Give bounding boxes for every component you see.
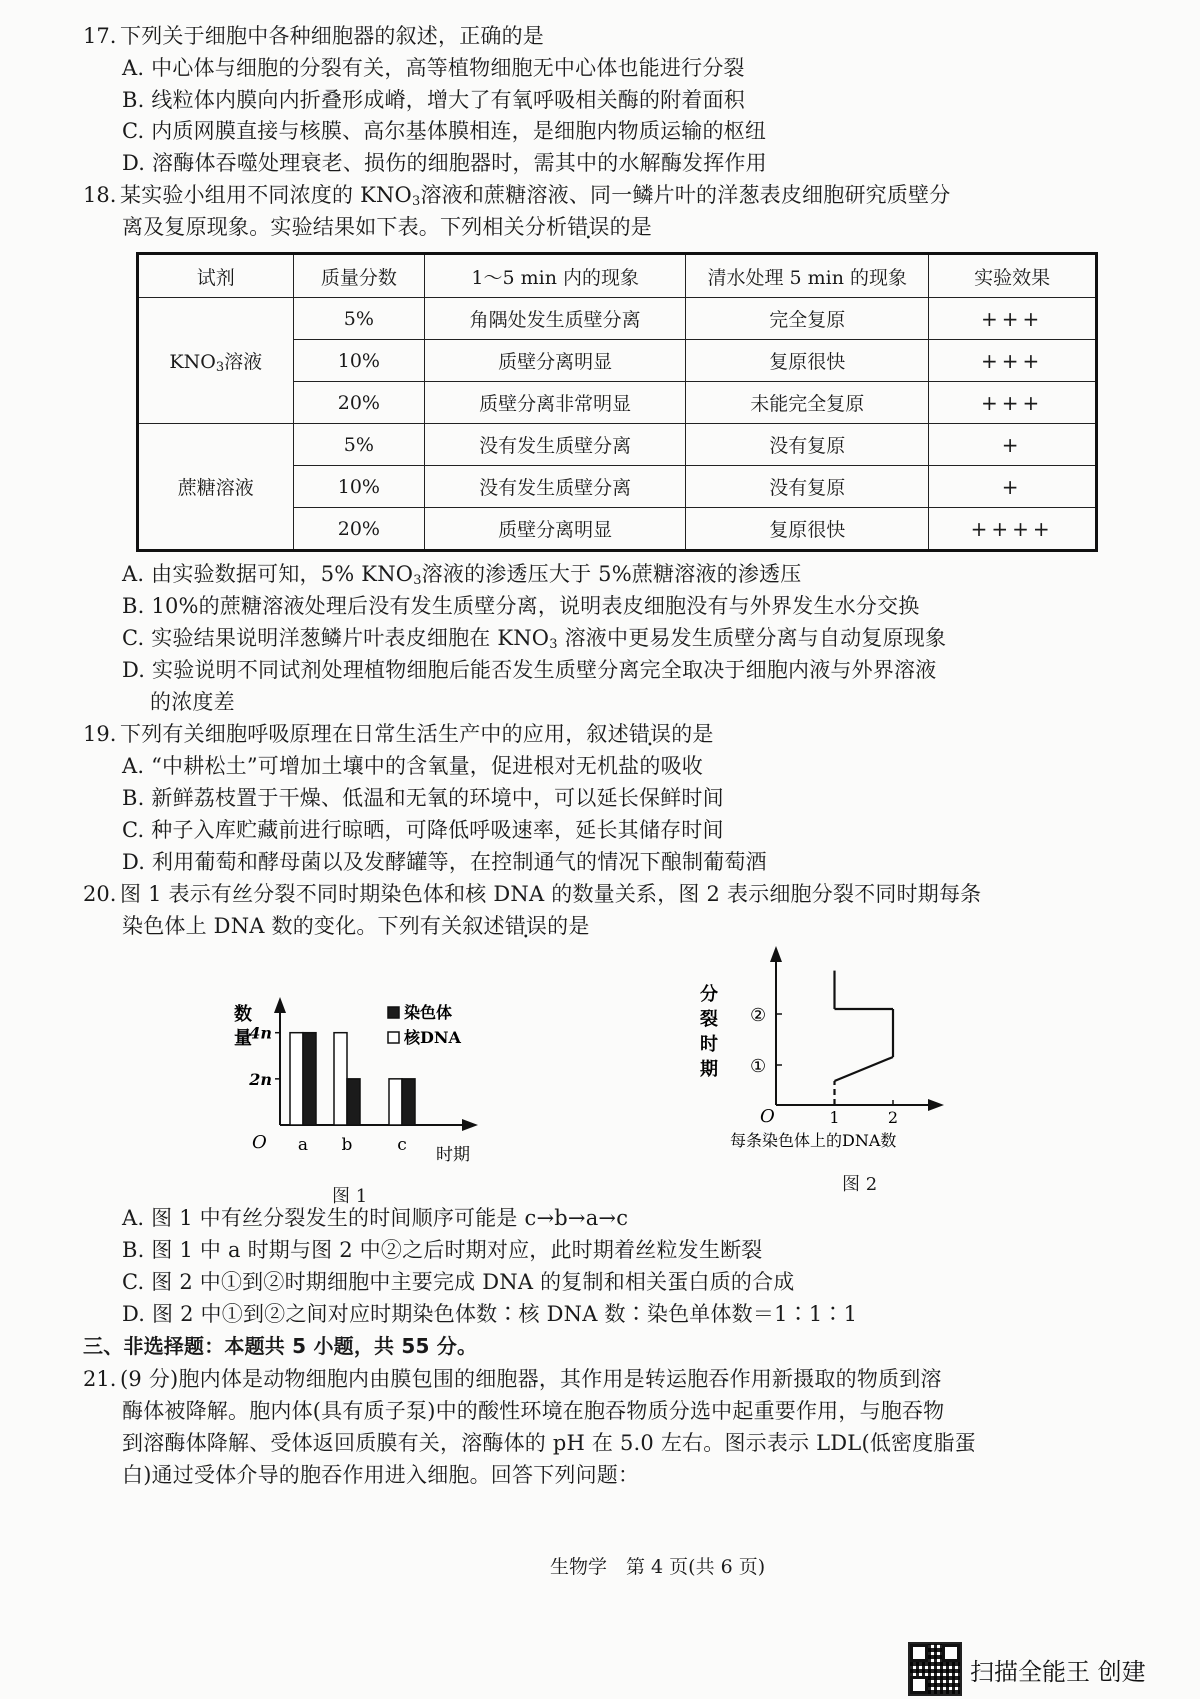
q21-line-4: 白)通过受体介导的胞吞作用进入细胞。回答下列问题： xyxy=(122,1463,640,1487)
question-18-stem-line1 xyxy=(120,181,950,209)
emphasis-text: 错误 xyxy=(504,914,548,938)
question-17-number: 17. xyxy=(83,24,117,48)
table-cell: + xyxy=(929,424,1097,466)
table-cell: 复原很快 xyxy=(686,340,929,382)
reagent-cell-kno3 xyxy=(138,298,294,424)
reagent-text: KNO xyxy=(169,351,216,373)
stem-text: 某实验小组用不同浓度的 KNO xyxy=(120,183,412,207)
x-tick-label: 2 xyxy=(887,1108,899,1127)
bar-a-nuclear-dna xyxy=(290,1033,303,1125)
line-segment xyxy=(835,1057,894,1081)
table-cell: 10% xyxy=(293,340,425,382)
question-19-stem xyxy=(120,720,714,748)
q18-option-c xyxy=(122,624,946,652)
table-cell: 复原很快 xyxy=(686,508,929,551)
table-cell: 没有发生质壁分离 xyxy=(425,466,686,508)
reagent-text: 溶液 xyxy=(224,351,263,373)
section-3-heading: 三、非选择题：本题共 5 小题，共 55 分。 xyxy=(83,1334,478,1358)
q19-option-a: A. “中耕松土”可增加土壤中的含氧量，促进根对无机盐的吸收 xyxy=(122,754,703,778)
stem-text: 的是 xyxy=(671,722,714,746)
figure-1-bar-chart xyxy=(230,990,520,1210)
table-cell: 20% xyxy=(293,508,425,551)
bar-b-nuclear-dna xyxy=(334,1033,347,1125)
table-cell: 完全复原 xyxy=(686,298,929,340)
x-axis-label: 时期 xyxy=(436,1145,470,1165)
reagent-text: 蔗糖溶液 xyxy=(177,477,254,499)
table-cell: 质壁分离非常明显 xyxy=(425,382,686,424)
table-cell: 质壁分离明显 xyxy=(425,508,686,551)
table-row xyxy=(138,298,1097,340)
table-cell: 没有复原 xyxy=(686,424,929,466)
scanner-watermark xyxy=(908,1642,1146,1696)
x-tick-label: a xyxy=(297,1135,309,1155)
table-cell: 没有发生质壁分离 xyxy=(425,424,686,466)
x-tick-label: 1 xyxy=(829,1108,840,1127)
option-text: A. 由实验数据可知，5% KNO xyxy=(122,562,414,586)
table-cell: 10% xyxy=(293,466,425,508)
x-axis-label: 每条染色体上的DNA数 xyxy=(730,1131,897,1150)
y-axis-label-char: 期 xyxy=(700,1059,718,1080)
y-axis-label-char: 数 xyxy=(234,1004,252,1025)
table-cell: + xyxy=(929,466,1097,508)
stem-text: 的是 xyxy=(547,914,590,938)
stem-text: 染色体上 DNA 数的变化。下列有关叙述 xyxy=(122,914,505,938)
y-axis-label xyxy=(700,983,718,1080)
table-cell: 5% xyxy=(293,424,425,466)
q17-option-c: C. 内质网膜直接与核膜、高尔基体膜相连，是细胞内物质运输的枢纽 xyxy=(122,119,767,143)
reagent-cell-sucrose xyxy=(138,424,294,551)
subscript: 3 xyxy=(215,360,225,375)
question-20-stem-line2 xyxy=(122,912,590,940)
experiment-table xyxy=(136,252,1098,552)
legend-label: 染色体 xyxy=(404,1003,453,1022)
qr-code-icon xyxy=(908,1642,962,1696)
table-cell: ++++ xyxy=(929,508,1097,551)
table-cell: +++ xyxy=(929,382,1097,424)
table-cell: 角隅处发生质壁分离 xyxy=(425,298,686,340)
q18-option-b: B. 10%的蔗糖溶液处理后没有发生质壁分离，说明表皮细胞没有与外界发生水分交换 xyxy=(122,594,920,618)
legend-swatch xyxy=(388,1007,399,1018)
q19-option-b: B. 新鲜荔枝置于干燥、低温和无氧的环境中，可以延长保鲜时间 xyxy=(122,786,724,810)
figure-2-line-chart xyxy=(700,940,1000,1170)
q21-line-3: 到溶酶体降解、受体返回质膜有关，溶酶体的 pH 在 5.0 左右。图示表示 LDL(低密度脂蛋 xyxy=(122,1431,976,1455)
option-text: 溶液中更易发生质壁分离与自动复原现象 xyxy=(557,626,947,650)
q21-line-1: (9 分)胞内体是动物细胞内由膜包围的细胞器，其作用是转运胞吞作用新摄取的物质到溶 xyxy=(120,1367,942,1391)
q17-option-b: B. 线粒体内膜向内折叠形成嵴，增大了有氧呼吸相关酶的附着面积 xyxy=(122,88,745,112)
stem-text: 离及复原现象。实验结果如下表。下列相关分析 xyxy=(122,215,568,239)
question-20-number: 20. xyxy=(83,882,117,906)
q17-option-d: D. 溶酶体吞噬处理衰老、损伤的细胞器时，需其中的水解酶发挥作用 xyxy=(122,151,767,175)
table-header-row xyxy=(138,254,1097,298)
page-footer: 生物学 第 4 页(共 6 页) xyxy=(550,1556,766,1578)
emphasis-text: 错误 xyxy=(628,722,672,746)
q20-option-a: A. 图 1 中有丝分裂发生的时间顺序可能是 c→b→a→c xyxy=(122,1206,629,1230)
y-axis-label-char: 量 xyxy=(234,1028,252,1049)
table-cell: 5% xyxy=(293,298,425,340)
question-21-number: 21. xyxy=(83,1367,117,1391)
option-text: 溶液的渗透压大于 5%蔗糖溶液的渗透压 xyxy=(421,562,802,586)
q17-option-a: A. 中心体与细胞的分裂有关，高等植物细胞无中心体也能进行分裂 xyxy=(122,56,745,80)
legend-label: 核DNA xyxy=(404,1028,461,1047)
header-mass-fraction: 质量分数 xyxy=(293,254,425,298)
subscript: 3 xyxy=(411,194,421,209)
table-cell: 没有复原 xyxy=(686,466,929,508)
header-effect: 实验效果 xyxy=(929,254,1097,298)
question-19-number: 19. xyxy=(83,722,117,746)
x-tick-label: b xyxy=(341,1135,353,1155)
q20-option-b: B. 图 1 中 a 时期与图 2 中②之后时期对应，此时期着丝粒发生断裂 xyxy=(122,1238,763,1262)
subscript: 3 xyxy=(549,637,558,652)
x-tick-label: c xyxy=(397,1135,407,1155)
stem-text: 的是 xyxy=(609,215,653,239)
table-cell: 未能完全复原 xyxy=(686,382,929,424)
header-phenomenon-1-5min: 1～5 min 内的现象 xyxy=(425,254,686,298)
y-axis-label-char: 分 xyxy=(700,984,718,1005)
y-tick-label: 2n xyxy=(249,1069,272,1089)
y-axis-label-char: 时 xyxy=(700,1034,718,1055)
q20-option-d: D. 图 2 中①到②之间对应时期染色体数∶核 DNA 数∶染色单体数＝1∶1∶1 xyxy=(122,1302,858,1326)
table-cell: +++ xyxy=(929,298,1097,340)
legend xyxy=(388,1003,462,1047)
q18-option-d-line2: 的浓度差 xyxy=(150,690,235,714)
table-cell: 质壁分离明显 xyxy=(425,340,686,382)
header-water-5min: 清水处理 5 min 的现象 xyxy=(686,254,929,298)
legend-swatch xyxy=(388,1032,399,1043)
y-tick-label: 4n xyxy=(249,1023,272,1043)
question-18-number: 18. xyxy=(83,183,117,207)
table-cell: 20% xyxy=(293,382,425,424)
q19-option-c: C. 种子入库贮藏前进行晾晒，可降低呼吸速率，延长其储存时间 xyxy=(122,818,724,842)
watermark-text: 扫描全能王 创建 xyxy=(970,1657,1146,1686)
y-axis-label-char: 裂 xyxy=(700,1009,718,1030)
figure-1-caption: 图 1 xyxy=(332,1186,368,1207)
header-reagent: 试剂 xyxy=(138,254,294,298)
emphasis-text: 错误 xyxy=(567,215,610,239)
q18-option-a xyxy=(122,560,801,588)
bar-c-nuclear-dna xyxy=(389,1079,402,1125)
bar-c-chromosome xyxy=(402,1079,415,1125)
question-17-stem: 下列关于细胞中各种细胞器的叙述，正确的是 xyxy=(120,24,544,48)
bar-b-chromosome xyxy=(347,1079,360,1125)
q20-option-c: C. 图 2 中①到②时期细胞中主要完成 DNA 的复制和相关蛋白质的合成 xyxy=(122,1270,795,1294)
q21-line-2: 酶体被降解。胞内体(具有质子泵)中的酸性环境在胞吞物质分选中起重要作用，与胞吞物 xyxy=(122,1399,945,1423)
origin-label: O xyxy=(760,1106,775,1127)
question-20-stem-line1: 图 1 表示有丝分裂不同时期染色体和核 DNA 的数量关系，图 2 表示细胞分裂不同时期每条 xyxy=(120,882,982,906)
stem-text: 溶液和蔗糖溶液、同一鳞片叶的洋葱表皮细胞研究质壁分 xyxy=(420,183,951,207)
bar-a-chromosome xyxy=(303,1033,316,1125)
y-tick-label: ① xyxy=(750,1056,767,1077)
question-18-stem-line2 xyxy=(122,213,652,241)
origin-label: O xyxy=(252,1132,267,1153)
option-text: C. 实验结果说明洋葱鳞片叶表皮细胞在 KNO xyxy=(122,626,550,650)
stem-text: 下列有关细胞呼吸原理在日常生活生产中的应用，叙述 xyxy=(120,722,629,746)
table-cell: +++ xyxy=(929,340,1097,382)
figure-2-caption: 图 2 xyxy=(842,1174,878,1195)
q18-option-d-line1: D. 实验说明不同试剂处理植物细胞后能否发生质壁分离完全取决于细胞内液与外界溶液 xyxy=(122,658,937,682)
y-tick-label: ② xyxy=(750,1005,767,1026)
q19-option-d: D. 利用葡萄和酵母菌以及发酵罐等，在控制通气的情况下酿制葡萄酒 xyxy=(122,850,767,874)
table-row xyxy=(138,424,1097,466)
subscript: 3 xyxy=(413,573,422,588)
